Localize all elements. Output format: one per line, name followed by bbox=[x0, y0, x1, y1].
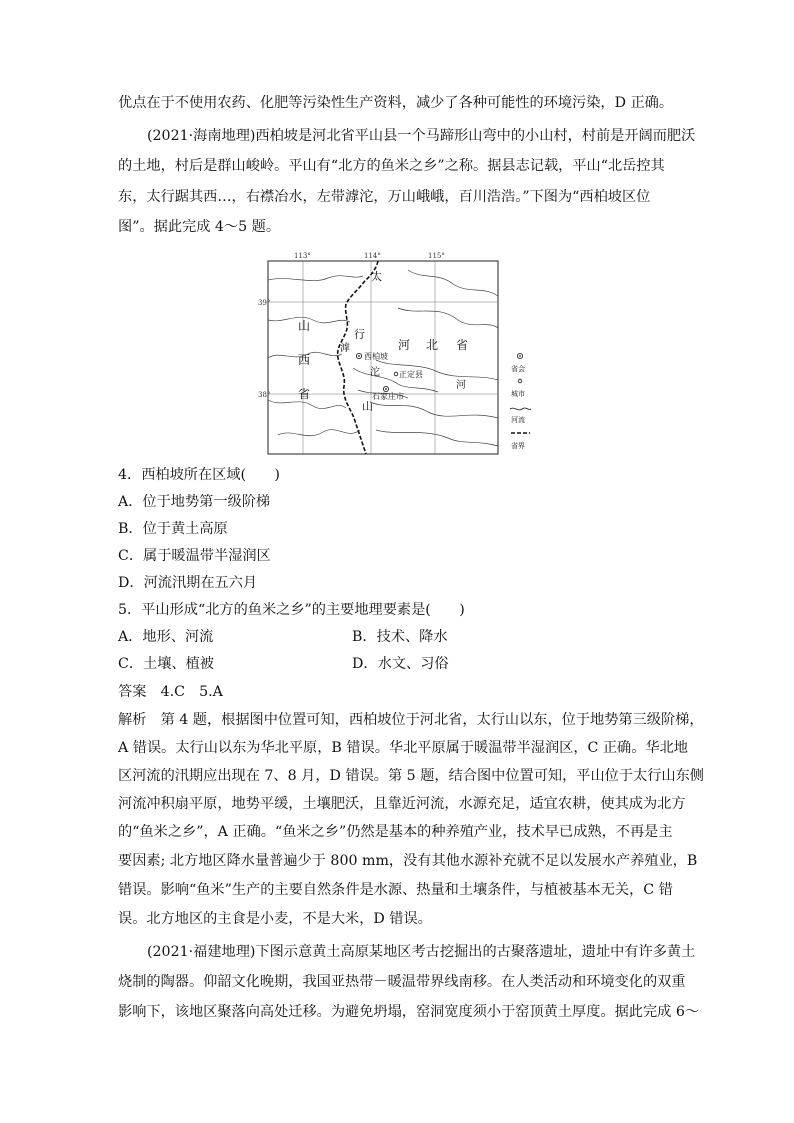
q4-option-d: D．河流汛期在五六月 bbox=[118, 575, 258, 591]
place-zhengding: 正定县 bbox=[399, 370, 423, 379]
legend-city-icon bbox=[518, 379, 522, 383]
passage-line: 影响下，该地区聚落向高处迁移。为避免坍塌，窑洞宽度须小于窑顶黄土厚度。据此完成 6～ bbox=[118, 1004, 700, 1020]
analysis-line: 误。北方地区的主食是小麦，不是大米，D 错误。 bbox=[118, 911, 432, 927]
map-label-tai: 太 bbox=[371, 270, 382, 283]
text-line: 优点在于不使用农药、化肥等污染性生产资料，减少了各种可能性的环境污染，D 正确。 bbox=[118, 95, 674, 111]
map-label-hebei: 河 bbox=[398, 338, 411, 352]
q4-option-b: B．位于黄土高原 bbox=[118, 521, 228, 537]
passage-line: 的土地，村后是群山峻岭。平山有“北方的鱼米之乡”之称。据县志记载，平山“北岳控其 bbox=[118, 158, 665, 174]
lon-label: 115° bbox=[428, 252, 445, 260]
map-label-shanxi: 西 bbox=[298, 353, 311, 367]
q5-option-b: B．技术、降水 bbox=[352, 629, 448, 645]
xibaipo-location-map bbox=[258, 250, 538, 456]
place-shijiazhuang: 石家庄市 bbox=[372, 392, 404, 401]
answer-line: 答案 4.C 5.A bbox=[118, 684, 223, 700]
analysis-line: 河流冲积扇平原，地势平缓，土壤肥沃，且靠近河流，水源充足，适宜农耕，使其成为北方 bbox=[118, 796, 686, 812]
q5-option-c: C．土壤、植被 bbox=[118, 656, 214, 672]
map-label-shan-mountain: 山 bbox=[362, 400, 373, 413]
q4-option-c: C．属于暖温带半湿润区 bbox=[118, 548, 271, 564]
passage-line: (2021·福建地理)下图示意黄土高原某地区考古挖掘出的古聚落遗址，遗址中有许多黄土 bbox=[147, 944, 696, 960]
legend-river: 河流 bbox=[511, 416, 525, 424]
map-legend bbox=[510, 353, 531, 450]
lon-label: 113° bbox=[294, 252, 311, 260]
legend-capital: 省会 bbox=[511, 365, 525, 373]
map-label-hutuo: 滹 bbox=[340, 343, 350, 354]
analysis-line: 错误。影响“鱼米”生产的主要自然条件是水源、热量和土壤条件，与植被基本无关，C 错 bbox=[118, 882, 673, 898]
legend-river-icon bbox=[510, 408, 531, 410]
question-5-stem: 5．平山形成“北方的鱼米之乡”的主要地理要素是( ) bbox=[118, 602, 465, 618]
q5-option-d: D．水文、习俗 bbox=[352, 656, 449, 672]
zhengding-marker bbox=[394, 372, 398, 376]
analysis-line: 要因素; 北方地区降水量普遍少于 800 mm，没有其他水源补充就不足以发展水产养殖业，B bbox=[118, 853, 698, 869]
analysis-line: 区河流的汛期应出现在 7、8 月，D 错误。第 5 题，结合图中位置可知，平山位于太行山东侧 bbox=[118, 768, 704, 784]
lat-label: 39° bbox=[258, 299, 271, 307]
map-label-xing: 行 bbox=[354, 328, 365, 341]
lon-label: 114° bbox=[364, 252, 381, 260]
map-label-hebei: 省 bbox=[456, 338, 469, 352]
map-label-river: 河 bbox=[456, 380, 466, 391]
legend-city: 城市 bbox=[511, 390, 525, 398]
analysis-line: 解析 第 4 题，根据图中位置可知，西柏坡位于河北省，太行山以东，位于地势第三级阶梯， bbox=[118, 712, 704, 728]
map-label-shanxi: 山 bbox=[298, 319, 311, 333]
q4-option-a: A．位于地势第一级阶梯 bbox=[118, 494, 271, 510]
analysis-line: A 错误。太行山以东为华北平原，B 错误。华北平原属于暖温带半湿润区，C 正确。华北地 bbox=[118, 740, 688, 756]
legend-boundary: 省界 bbox=[511, 442, 525, 450]
analysis-line: 的“鱼米之乡”，A 正确。“鱼米之乡”仍然是基本的种养殖产业，技术早已成熟，不再是主 bbox=[118, 824, 673, 840]
map-label-hutuo: 沱 bbox=[370, 367, 380, 378]
map-label-hebei: 北 bbox=[426, 338, 439, 352]
passage-line: 图”。据此完成 4～5 题。 bbox=[118, 219, 281, 235]
place-xibaipo: 西柏坡 bbox=[364, 352, 388, 361]
passage-line: 东，太行踞其西…，右襟冶水，左带滹沱，万山峨峨，百川浩浩。”下图为“西柏坡区位 bbox=[118, 189, 651, 205]
lat-label: 38° bbox=[258, 391, 271, 399]
passage-line: 烧制的陶器。仰韶文化晚期，我国亚热带－暖温带界线南移。在人类活动和环境变化的双重 bbox=[118, 974, 686, 990]
passage-line: (2021·海南地理)西柏坡是河北省平山县一个马蹄形山弯中的小山村，村前是开阔而肥沃 bbox=[147, 128, 696, 144]
q5-option-a: A．地形、河流 bbox=[118, 629, 214, 645]
map-label-shanxi: 省 bbox=[298, 387, 311, 401]
question-4-stem: 4．西柏坡所在区域( ) bbox=[118, 467, 280, 483]
